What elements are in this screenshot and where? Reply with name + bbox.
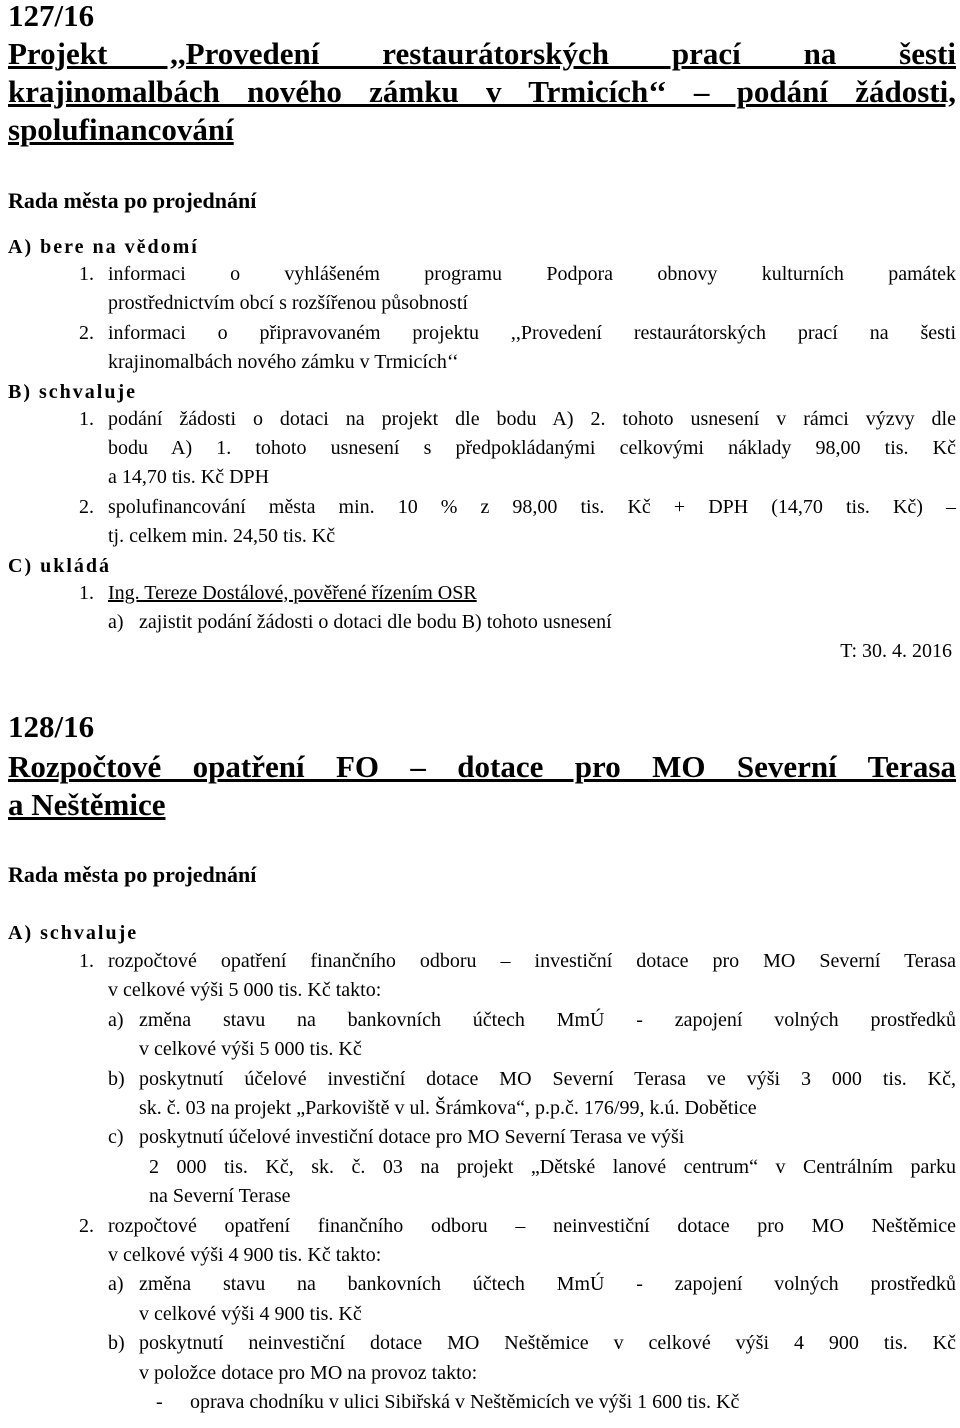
document-page xyxy=(8,0,956,1417)
sub-item-label: a) xyxy=(108,1008,124,1031)
item-line: informaci o vyhlášeném programu Podpora obnovy kulturních památek xyxy=(108,263,956,285)
title-line: a Neštěmice xyxy=(8,786,166,822)
list-item xyxy=(8,319,956,378)
sub-item-line: poskytnutí neinvestiční dotace MO Neštěmice v celkové výši 4 900 tis. Kč xyxy=(139,1332,956,1355)
item-line: rozpočtové opatření finančního odboru – neinvestiční dotace pro MO Neštěmice xyxy=(108,1214,956,1237)
sub-item-line: v celkové výši 5 000 tis. Kč xyxy=(139,1038,362,1061)
sub-item-line: sk. č. 03 na projekt „Parkoviště v ul. Šrámkova“, p.p.č. 176/99, k.ú. Dobětice xyxy=(139,1096,757,1119)
sub-item-line: změna stavu na bankovních účtech MmÚ - zapojení volných prostředků xyxy=(139,1273,956,1296)
sub-item-label: a) xyxy=(108,1273,124,1296)
sub-item xyxy=(8,608,956,637)
section-heading-a: A) schvaluje xyxy=(8,921,139,944)
sub-item-line: v položce dotace pro MO na provoz takto: xyxy=(139,1361,478,1384)
section-heading-a: A) bere na vědomí xyxy=(8,236,199,258)
title-line: Projekt ,,Provedení restaurátorských prací na šesti xyxy=(8,36,956,71)
sub-item-line: 2 000 tis. Kč, sk. č. 03 na projekt „Dětské lanové centrum“ v Centrálním parku xyxy=(149,1155,956,1178)
sub-item-text: zajistit podání žádosti o dotaci dle bodu B) tohoto usnesení xyxy=(139,611,612,634)
item-line: bodu A) 1. tohoto usnesení s předpokládanými celkovými náklady 98,00 tis. Kč xyxy=(108,437,956,460)
section-heading-c: C) ukládá xyxy=(8,554,112,577)
sub-item-line: poskytnutí účelové investiční dotace pro MO Severní Terasa ve výši xyxy=(139,1126,685,1149)
dash-item-text: oprava chodníku v ulici Sibiřská v Neštěmicích ve výši 1 600 tis. Kč xyxy=(190,1390,740,1413)
council-heading: Rada města po projednání xyxy=(8,861,257,887)
list-item xyxy=(8,579,956,608)
item-line: spolufinancování města min. 10 % z 98,00 tis. Kč + DPH (14,70 tis. Kč) – xyxy=(108,495,956,518)
list-item xyxy=(8,405,956,493)
title-line: Rozpočtové opatření FO – dotace pro MO Severní Terasa xyxy=(8,748,956,784)
item-line: informaci o připravovaném projektu ,,Provedení restaurátorských prací na šesti xyxy=(108,321,956,344)
sub-item xyxy=(8,1123,956,1211)
resolution-title xyxy=(8,748,956,824)
item-line: rozpočtové opatření finančního odboru – investiční dotace pro MO Severní Terasa xyxy=(108,949,956,972)
section-heading-b: B) schvaluje xyxy=(8,380,137,403)
dash-item xyxy=(8,1388,956,1417)
resolution-number: 127/16 xyxy=(8,0,95,33)
dash-bullet: - xyxy=(156,1390,163,1413)
list-item xyxy=(8,1212,956,1271)
item-line: podání žádosti o dotaci na projekt dle bodu A) 2. tohoto usnesení v rámci výzvy dle xyxy=(108,407,956,430)
council-heading: Rada města po projednání xyxy=(8,188,257,213)
item-line: a 14,70 tis. Kč DPH xyxy=(108,466,270,489)
sub-item xyxy=(8,1065,956,1124)
item-line: tj. celkem min. 24,50 tis. Kč xyxy=(108,525,336,548)
item-line: v celkové výši 4 900 tis. Kč takto: xyxy=(108,1243,382,1266)
item-line: v celkové výši 5 000 tis. Kč takto: xyxy=(108,979,382,1002)
sub-item-label: c) xyxy=(108,1126,124,1149)
responsible-person: Ing. Tereze Dostálové, pověřené řízením OSR xyxy=(108,581,477,604)
item-number: 2. xyxy=(79,321,94,344)
title-line: spolufinancování xyxy=(8,112,234,147)
sub-item-label: b) xyxy=(108,1067,125,1090)
resolution-128 xyxy=(8,709,956,1418)
item-number: 2. xyxy=(79,1214,94,1237)
item-number: 1. xyxy=(79,581,94,604)
sub-item-line: změna stavu na bankovních účtech MmÚ - zapojení volných prostředků xyxy=(139,1008,956,1031)
item-number: 2. xyxy=(79,495,94,518)
sub-item-line: v celkové výši 4 900 tis. Kč xyxy=(139,1302,362,1325)
list-item xyxy=(8,493,956,552)
sub-item-label: a) xyxy=(108,611,124,634)
item-line: krajinomalbách nového zámku v Trmicích‘‘ xyxy=(108,351,459,374)
sub-item xyxy=(8,1329,956,1388)
deadline: T: 30. 4. 2016 xyxy=(840,640,952,663)
list-item xyxy=(8,947,956,1006)
sub-item xyxy=(8,1006,956,1065)
item-number: 1. xyxy=(79,949,94,972)
title-line: krajinomalbách nového zámku v Trmicích‘‘ – podání žádosti, xyxy=(8,74,956,109)
resolution-title xyxy=(8,35,956,149)
item-number: 1. xyxy=(79,263,94,285)
item-line: prostřednictvím obcí s rozšířenou působností xyxy=(108,292,468,315)
list-item xyxy=(8,260,956,319)
sub-item xyxy=(8,1270,956,1329)
sub-item-line: na Severní Terase xyxy=(149,1185,291,1208)
sub-item-label: b) xyxy=(108,1332,125,1355)
resolution-127 xyxy=(8,0,956,667)
item-number: 1. xyxy=(79,407,94,430)
resolution-number: 128/16 xyxy=(8,708,95,744)
sub-item-line: poskytnutí účelové investiční dotace MO Severní Terasa ve výši 3 000 tis. Kč, xyxy=(139,1067,956,1090)
